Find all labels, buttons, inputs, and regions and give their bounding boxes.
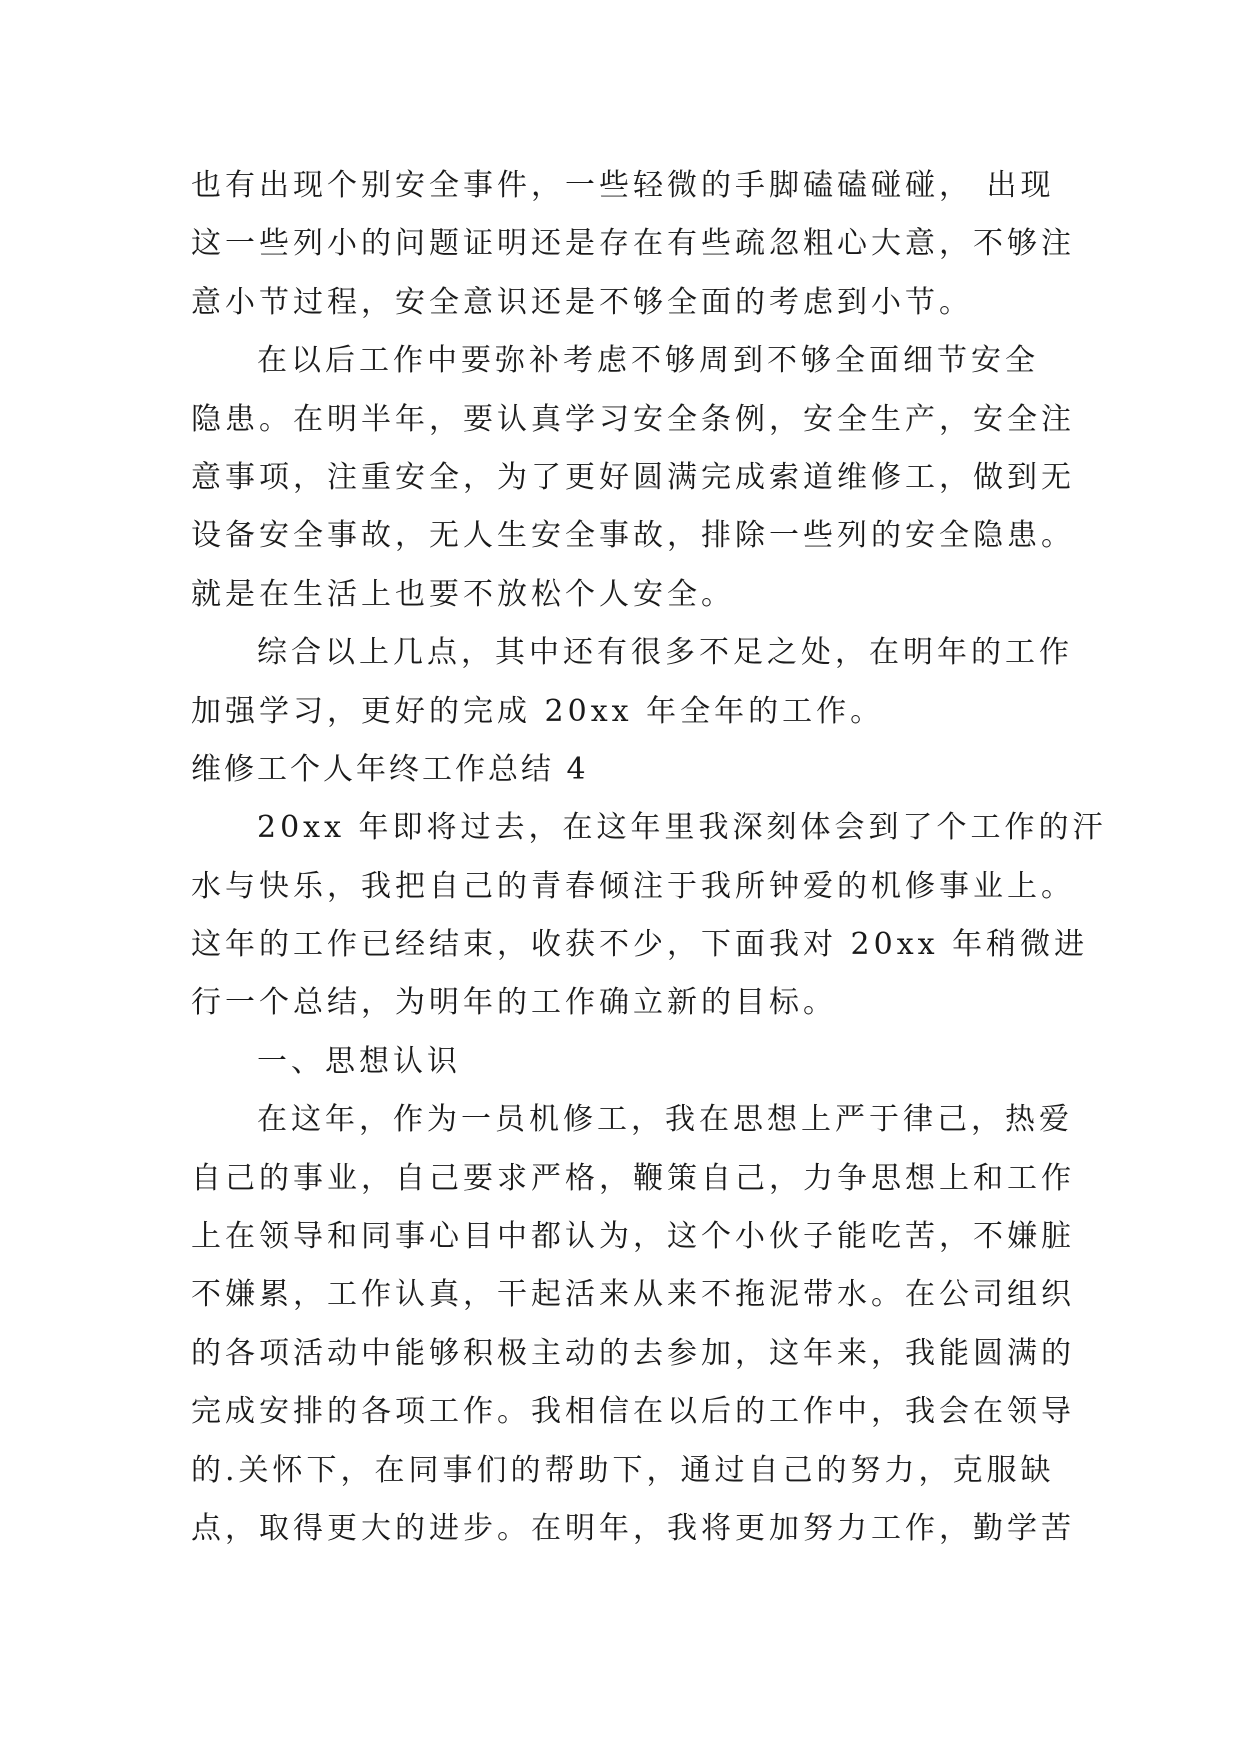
text-line: 自己的事业，自己要求严格，鞭策自己，力争思想上和工作 — [191, 1160, 1075, 1196]
paragraph-first-line: 在以后工作中要弥补考虑不够周到不够全面细节安全 — [257, 343, 1039, 379]
text-line: 就是在生活上也要不放松个人安全。 — [191, 576, 735, 612]
text-line: 的.关怀下，在同事们的帮助下，通过自己的努力，克服缺 — [191, 1452, 1055, 1488]
text-line: 加强学习，更好的完成 20xx 年全年的工作。 — [191, 693, 885, 729]
text-line: 这年的工作已经结束，收获不少，下面我对 20xx 年稍微进 — [191, 927, 1089, 963]
text-line: 意小节过程，安全意识还是不够全面的考虑到小节。 — [191, 284, 973, 320]
text-line: 行一个总结，为明年的工作确立新的目标。 — [191, 985, 837, 1021]
text-line: 意事项，注重安全，为了更好圆满完成索道维修工，做到无 — [191, 459, 1075, 495]
paragraph-first-line: 在这年，作为一员机修工，我在思想上严于律己，热爱 — [257, 1102, 1073, 1138]
text-line: 水与快乐，我把自己的青春倾注于我所钟爱的机修事业上。 — [191, 868, 1075, 904]
text-line: 点，取得更大的进步。在明年，我将更加努力工作，勤学苦 — [191, 1510, 1075, 1546]
paragraph-first-line: 综合以上几点，其中还有很多不足之处，在明年的工作 — [257, 635, 1073, 671]
paragraph-first-line: 20xx 年即将过去，在这年里我深刻体会到了个工作的汗 — [257, 810, 1107, 846]
document-body — [191, 157, 1107, 1558]
text-line: 也有出现个别安全事件，一些轻微的手脚磕磕碰碰， 出现 — [191, 168, 1055, 203]
text-line: 设备安全事故，无人生安全事故，排除一些列的安全隐患。 — [191, 518, 1075, 554]
section-heading: 维修工个人年终工作总结 4 — [191, 751, 589, 787]
text-line: 不嫌累，工作认真，干起活来从来不拖泥带水。在公司组织 — [191, 1277, 1075, 1313]
text-line: 上在领导和同事心目中都认为，这个小伙子能吃苦，不嫌脏 — [191, 1219, 1075, 1255]
text-line: 隐患。在明半年，要认真学习安全条例，安全生产，安全注 — [191, 401, 1075, 437]
text-line: 的各项活动中能够积极主动的去参加，这年来，我能圆满的 — [191, 1335, 1075, 1371]
text-line: 完成安排的各项工作。我相信在以后的工作中，我会在领导 — [191, 1394, 1075, 1430]
text-line: 这一些列小的问题证明还是存在有些疏忽粗心大意，不够注 — [191, 226, 1075, 262]
subsection-heading: 一、思想认识 — [257, 1043, 461, 1079]
